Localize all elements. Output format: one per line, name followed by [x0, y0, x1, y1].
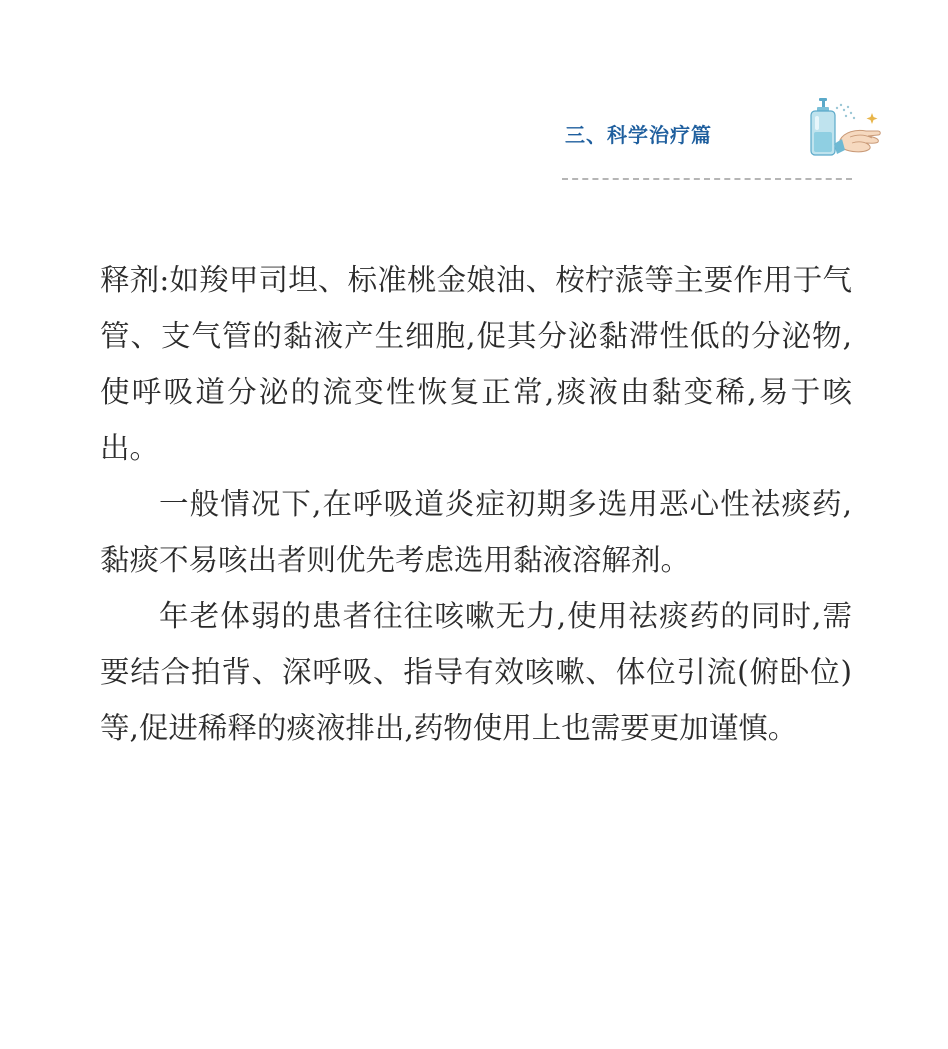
header-divider [562, 178, 852, 180]
paragraph-2: 一般情况下,在呼吸道炎症初期多选用恶心性祛痰药,黏痰不易咳出者则优先考虑选用黏液溶解剂。 [100, 487, 852, 577]
paragraph-3: 年老体弱的患者往往咳嗽无力,使用祛痰药的同时,需要结合拍背、深呼吸、指导有效咳嗽、体位引流(俯卧位)等,促进稀释的痰液排出,药物使用上也需要更加谨慎。 [100, 599, 852, 745]
paragraph-1: 释剂:如羧甲司坦、标准桃金娘油、桉柠蒎等主要作用于气管、支气管的黏液产生细胞,促其分泌黏滞性低的分泌物,使呼吸道分泌的流变性恢复正常,痰液由黏变稀,易于咳出。 [100, 263, 852, 465]
section-title: 三、科学治疗篇 [565, 123, 712, 147]
hand-sanitizer-icon [806, 96, 882, 158]
body-text [100, 252, 852, 756]
page-header [0, 0, 948, 200]
